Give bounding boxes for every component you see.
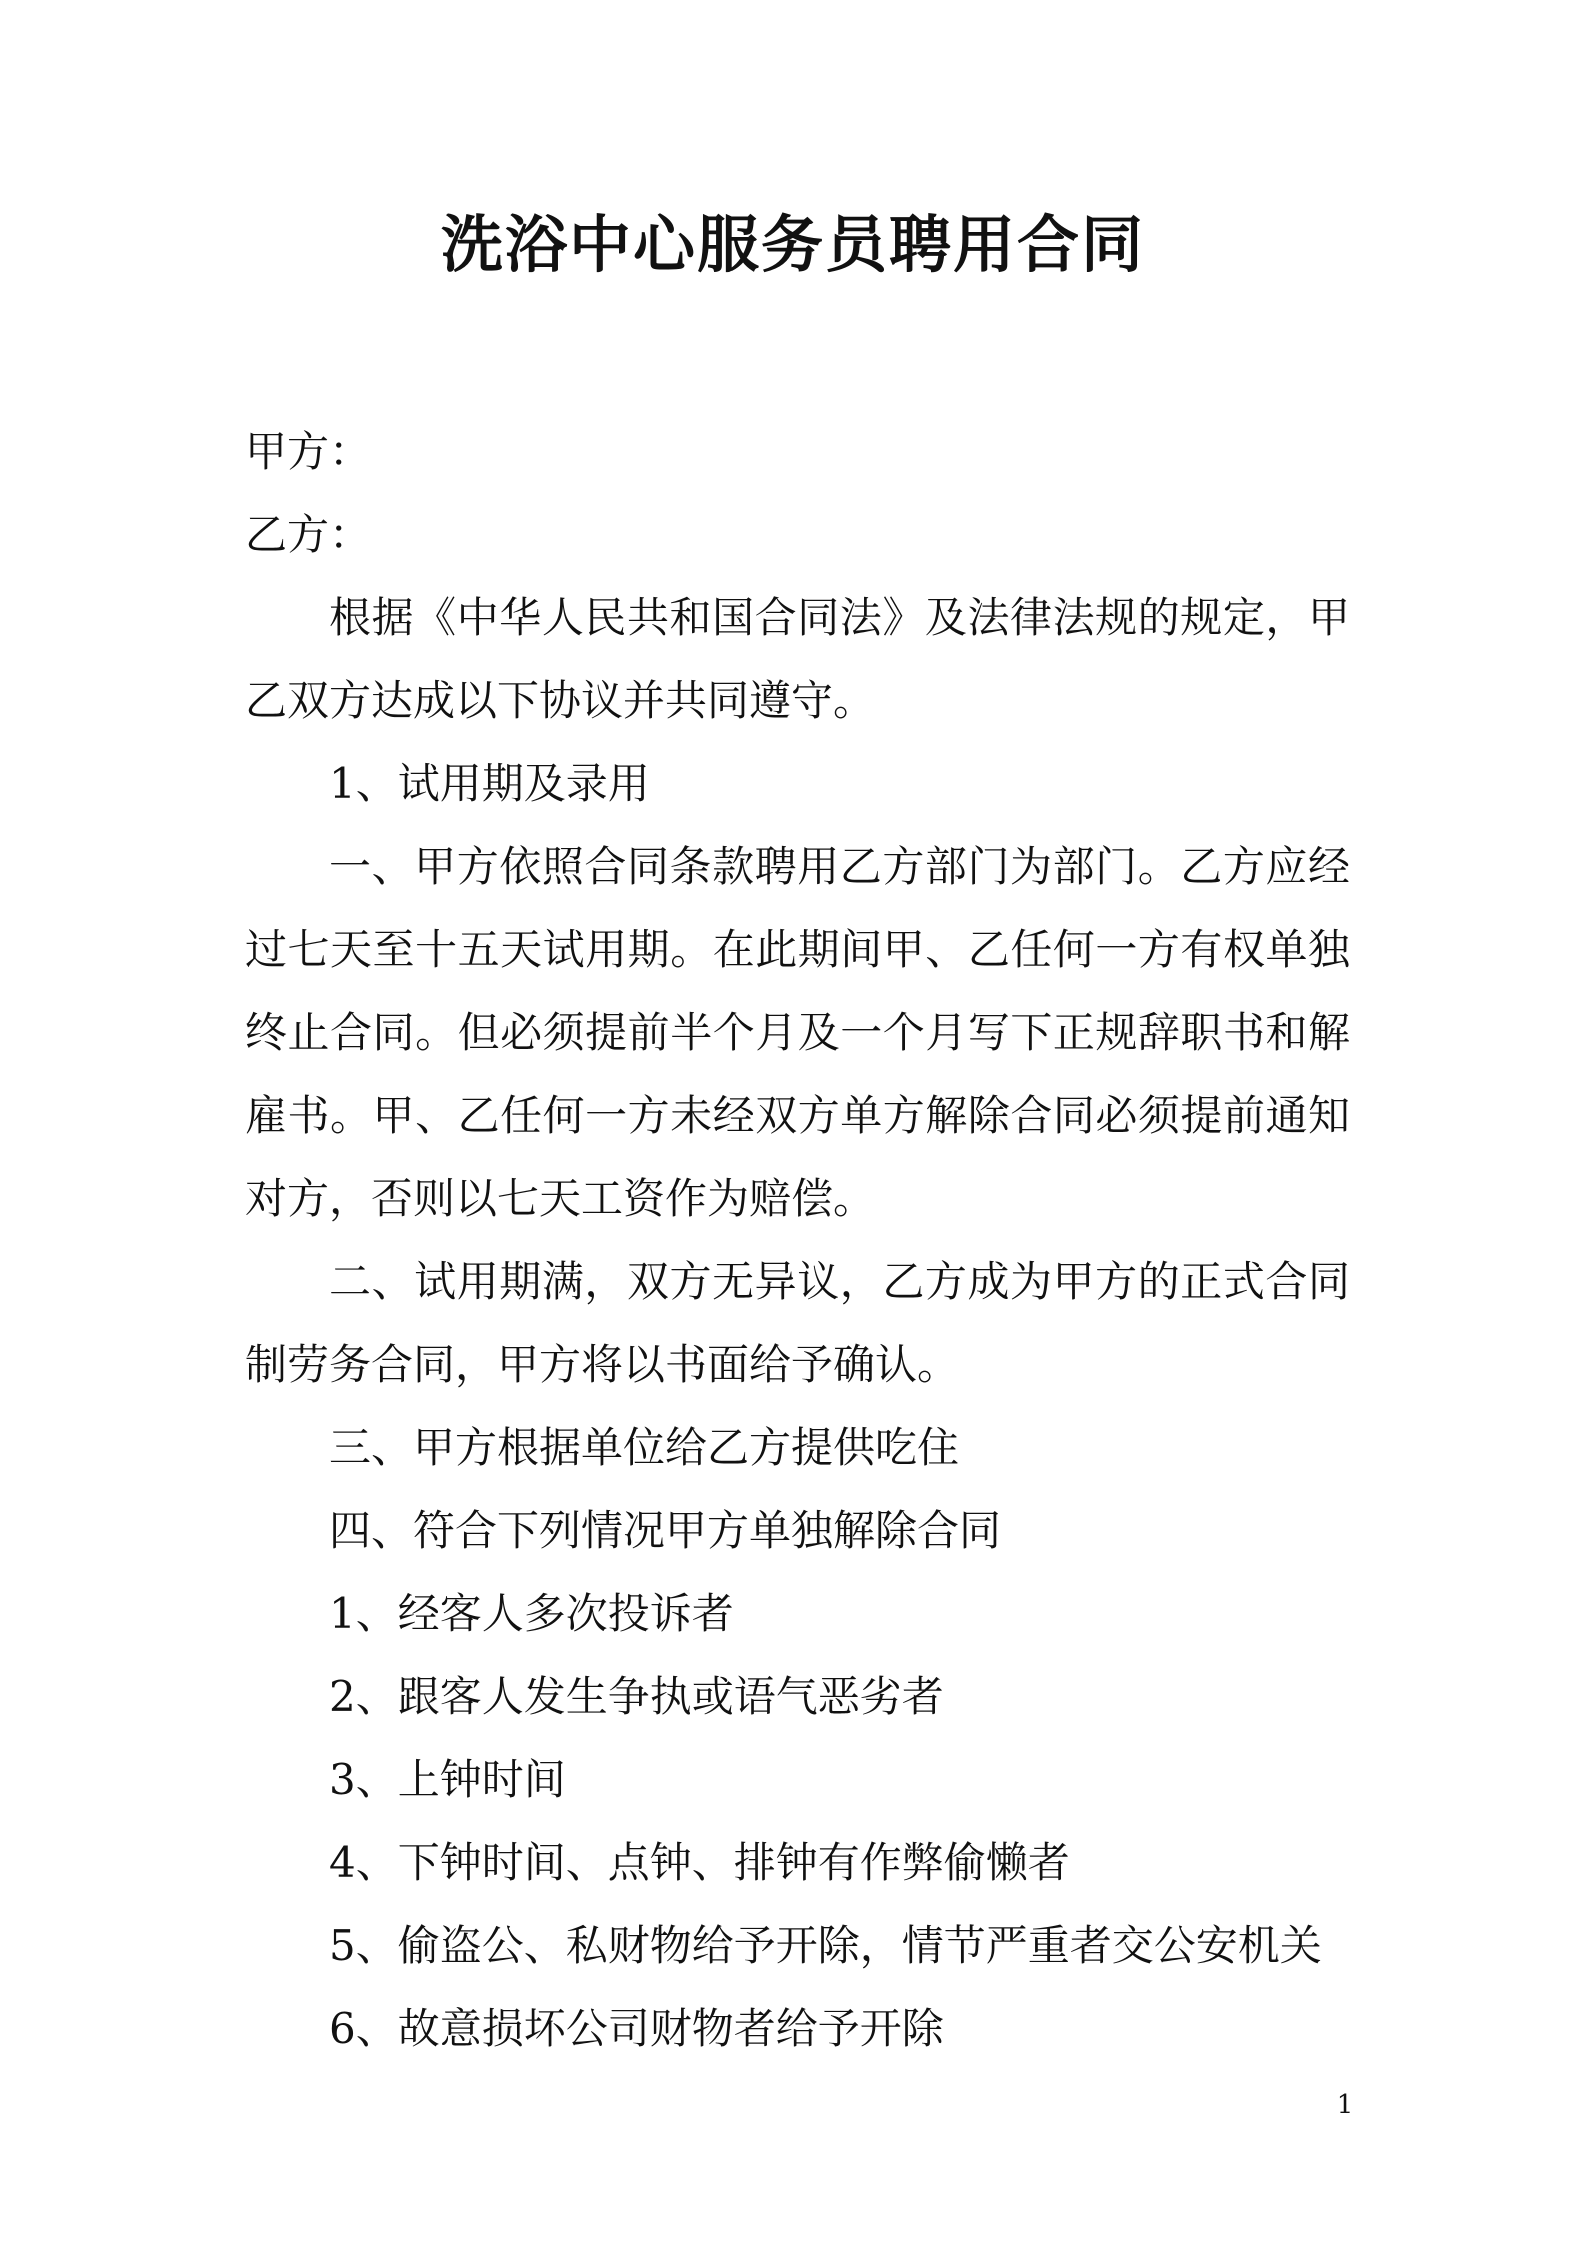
clause-one-paragraph: 一、甲方依照合同条款聘用乙方部门为部门。乙方应经过七天至十五天试用期。在此期间甲、乙任何一方有权单独终止合同。但必须提前半个月及一个月写下正规辞职书和解雇书。甲、乙任何一方未经双方单方解除合同必须提前通知对方，否则以七天工资作为赔偿。 — [245, 842, 1350, 1223]
party-a-line: 甲方： — [245, 427, 372, 476]
list-item: 4、下钟时间、点钟、排钟有作弊偷懒者 — [329, 1838, 1070, 1887]
list-item: 6、故意损坏公司财物者给予开除 — [329, 2004, 944, 2053]
list-item: 2、跟客人发生争执或语气恶劣者 — [329, 1672, 944, 1721]
list-item: 1、经客人多次投诉者 — [329, 1589, 734, 1638]
document-title: 洗浴中心服务员聘用合同 — [440, 208, 1145, 281]
list-item: 3、上钟时间 — [329, 1755, 566, 1804]
list-item: 5、偷盗公、私财物给予开除，情节严重者交公安机关 — [329, 1921, 1322, 1970]
page-number: 1 — [1336, 2090, 1354, 2120]
clause-two-paragraph: 二、试用期满，双方无异议，乙方成为甲方的正式合同制劳务合同，甲方将以书面给予确认。 — [245, 1257, 1350, 1389]
party-b-line: 乙方： — [245, 510, 372, 559]
section-heading-probation: 1、试用期及录用 — [329, 759, 650, 808]
document-body — [245, 410, 1350, 2070]
clause-three-paragraph: 三、甲方根据单位给乙方提供吃住 — [329, 1423, 960, 1472]
clause-four-paragraph: 四、符合下列情况甲方单独解除合同 — [329, 1506, 1002, 1555]
preamble-paragraph: 根据《中华人民共和国合同法》及法律法规的规定，甲乙双方达成以下协议并共同遵守。 — [245, 593, 1350, 725]
